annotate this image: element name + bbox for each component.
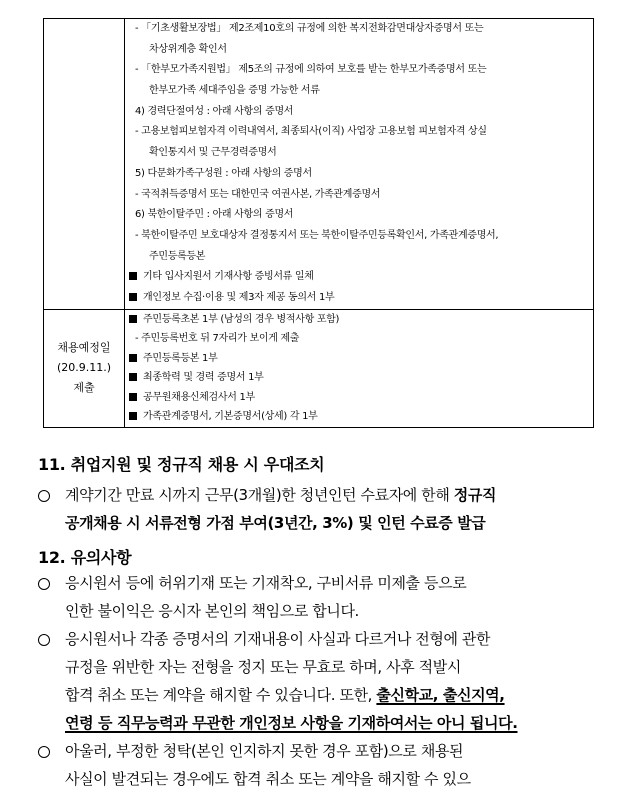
black-square-icon: [129, 393, 137, 401]
black-square-icon: [129, 272, 137, 280]
document-line-text: 주민등록등본: [149, 250, 206, 262]
document-line: [125, 329, 593, 349]
paragraph-line: 응시원서 등에 허위기재 또는 기재착오, 구비서류 미제출 등으로: [65, 574, 467, 592]
document-line: [125, 19, 593, 40]
document-line-text: 6) 북한이탈주민 : 아래 사항의 증명서: [135, 209, 294, 221]
document-line-text: - 고용보험피보험자격 이력내역서, 최종퇴사(이직) 사업장 고용보험 피보험자격 상실: [135, 126, 487, 138]
document-line: [125, 267, 593, 288]
document-line: [125, 143, 593, 164]
paragraph-line: 인한 불이익은 응시자 본인의 책임으로 합니다.: [65, 602, 359, 620]
document-line-text: 주민등록초본 1부 (남성의 경우 병적사항 포함): [143, 313, 340, 325]
paragraph-line: 아울러, 부정한 청탁(본인 인지하지 못한 경우 포함)으로 채용된: [65, 742, 464, 760]
paragraph-line: [65, 482, 496, 509]
bullet-circle-icon: [38, 746, 50, 758]
section12-paragraph-1: [38, 570, 598, 626]
section12-paragraph-2: [38, 626, 598, 738]
table-row: [44, 19, 594, 310]
document-line-text: 기타 입사지원서 기재사항 증빙서류 일체: [143, 271, 314, 283]
document-line-text: 개인정보 수집·이용 및 제3자 제공 동의서 1부: [143, 291, 335, 303]
document-line: [125, 288, 593, 309]
document-line: [125, 388, 593, 408]
paragraph-bold-text: 출신학교, 출신지역,: [376, 686, 505, 704]
black-square-icon: [129, 373, 137, 381]
document-line-text: 주민등록등본 1부: [143, 352, 218, 364]
paragraph-line: [65, 682, 505, 709]
paragraph-line: 응시원서나 각종 증명서의 기재내용이 사실과 다르거나 전형에 관한: [65, 630, 491, 648]
row-content: [125, 19, 594, 310]
paragraph-line: 공개채용 시 서류전형 가점 부여(3년간, 3%) 및 인턴 수료증 발급: [65, 514, 486, 532]
document-line-text: - 국적취득증명서 또는 대한민국 여권사본, 가족관계증명서: [135, 188, 381, 200]
document-line-text: - 「기초생활보장법」 제2조제10호의 규정에 의한 복지전화감면대상자증명서 또는: [135, 23, 484, 34]
document-line-text: - 북한이탈주민 보호대상자 결정통지서 또는 북한이탈주민등록확인서, 가족관계증명서,: [135, 229, 499, 241]
bullet-circle-icon: [38, 490, 50, 502]
document-line-text: 공무원채용신체검사서 1부: [143, 391, 255, 403]
paragraph-line: 연령 등 직무능력과 무관한 개인정보 사항을 기재하여서는 아니 됩니다.: [65, 714, 518, 732]
paragraph-bold-text: 정규직: [453, 486, 497, 504]
section-heading-12: 12. 유의사항: [38, 548, 132, 567]
document-line: [125, 407, 593, 427]
row-label-line: 제출: [73, 381, 95, 395]
section12-paragraph-3: [38, 738, 598, 794]
row-label: [44, 309, 125, 427]
document-line: [125, 60, 593, 81]
document-line: [125, 349, 593, 369]
table-row: [44, 309, 594, 427]
document-line-text: 차상위계층 확인서: [149, 43, 227, 55]
black-square-icon: [129, 412, 137, 420]
document-line: [125, 122, 593, 143]
black-square-icon: [129, 315, 137, 323]
paragraph-line: 규정을 위반한 자는 전형을 정지 또는 무효로 하며, 사후 적발시: [65, 658, 461, 676]
document-line: [125, 185, 593, 206]
document-line: [125, 40, 593, 61]
paragraph-text: 계약기간 만료 시까지 근무(3개월)한 청년인턴 수료자에 한해: [65, 486, 454, 504]
document-line-text: 최종학력 및 경력 증명서 1부: [143, 372, 264, 384]
document-line: [125, 164, 593, 185]
document-line: [125, 226, 593, 247]
row-label-line: (20.9.11.): [56, 361, 112, 375]
bullet-circle-icon: [38, 634, 50, 646]
document-line-text: 4) 경력단절여성 : 아래 사항의 증명서: [135, 105, 294, 117]
row-label-line: 채용예정일: [57, 341, 111, 355]
black-square-icon: [129, 354, 137, 362]
document-line-text: 가족관계증명서, 기본증명서(상세) 각 1부: [143, 411, 318, 423]
document-line-text: - 「한부모가족지원법」 제5조의 규정에 의하여 보호를 받는 한부모가족증명서 또는: [135, 64, 487, 76]
document-line: [125, 368, 593, 388]
document-line: [125, 81, 593, 102]
document-line-text: - 주민등록번호 뒤 7자리가 보이게 제출: [135, 333, 300, 345]
paragraph-text: 합격 취소 또는 계약을 해지할 수 있습니다. 또한,: [65, 686, 377, 704]
document-line: [125, 205, 593, 226]
section-heading-11: 11. 취업지원 및 정규직 채용 시 우대조치: [38, 455, 325, 474]
document-line: [125, 310, 593, 330]
documents-table: [43, 18, 594, 428]
document-line: [125, 247, 593, 268]
bullet-circle-icon: [38, 578, 50, 590]
row2-lines: [125, 310, 593, 427]
document-line-text: 확인통지서 및 근무경력증명서: [149, 147, 277, 159]
black-square-icon: [129, 293, 137, 301]
document-line: [125, 102, 593, 123]
document-line-text: 한부모가족 세대주임을 증명 가능한 서류: [149, 85, 320, 97]
document-line-text: 5) 다문화가족구성원 : 아래 사항의 증명서: [135, 167, 312, 179]
paragraph-line: 사실이 발견되는 경우에도 합격 취소 또는 계약을 해지할 수 있으: [65, 770, 471, 788]
row1-lines: [125, 19, 593, 309]
row-label-empty: [44, 19, 125, 310]
row-content: [125, 309, 594, 427]
section11-paragraph: [38, 482, 598, 538]
